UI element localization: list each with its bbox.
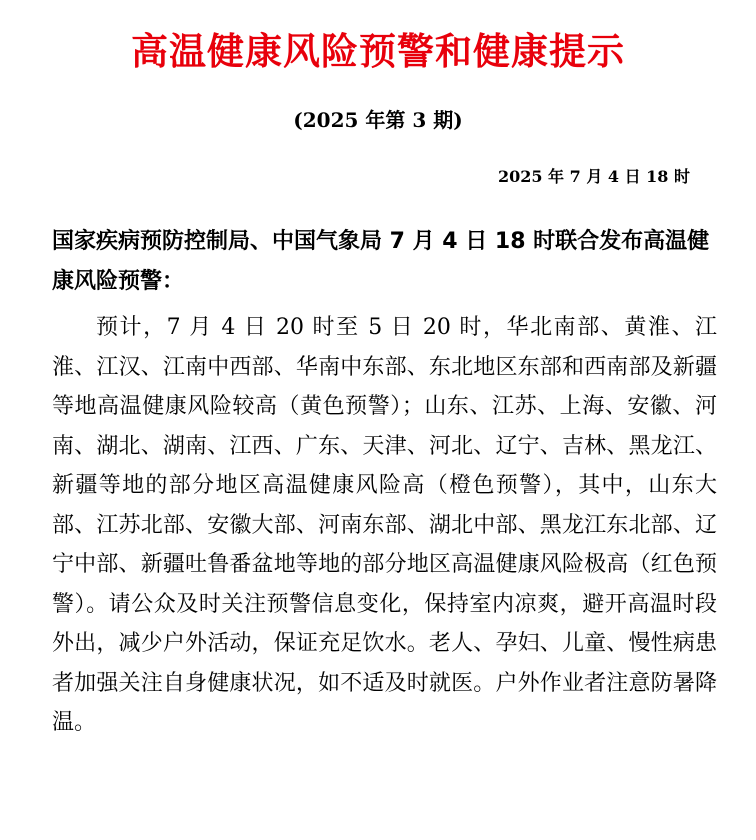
announcement-lead: 国家疾病预防控制局、中国气象局 7 月 4 日 18 时联合发布高温健康风险预警： bbox=[52, 229, 710, 294]
issue-datetime: 2025 年 7 月 4 日 18 时 bbox=[497, 167, 690, 186]
warning-body-paragraph: 预计，7 月 4 日 20 时至 5 日 20 时，华北南部、黄淮、江淮、江汉、江南中西部、华南中东部、东北地区东部和西南部及新疆等地高温健康风险较高（黄色预警）；山东、江苏、上海、安徽、河南、湖北、湖南、江西、广东、天津、河北、辽宁、吉林、黑龙江、新疆等地的部分地区高温健康风险高（橙色预警），其中，山东大部、江苏北部、安徽大部、河南东部、湖北中部、黑龙江东北部、辽宁中部、新疆吐鲁番盆地等地的部分地区高温健康风险极高（红色预警）。请公众及时关注预警信息变化，保持室内凉爽，避开高温时段外出，减少户外活动，保证充足饮水。老人、孕妇、儿童、慢性病患者加强关注自身健康状况，如不适及时就医。户外作业者注意防暑降温。 bbox=[52, 315, 717, 735]
document-title: 高温健康风险预警和健康提示 bbox=[131, 30, 625, 73]
issue-number: (2025 年第 3 期) bbox=[293, 108, 463, 132]
